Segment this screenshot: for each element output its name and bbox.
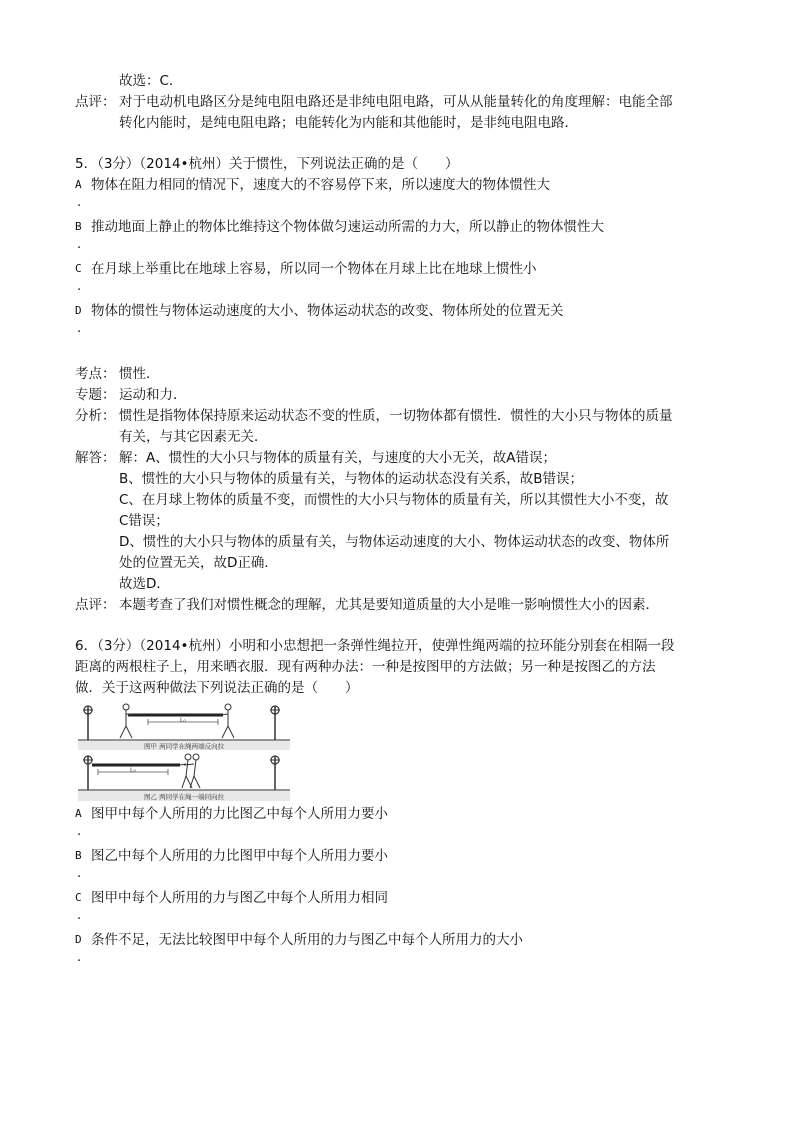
q4-comment-line2: 转化内能时，是纯电阻电路；电能转化为内能和其他能时，是非纯电阻电路． — [119, 115, 578, 131]
q5-option-a-text: 物体在阻力相同的情况下，速度大的不容易停下来，所以速度大的物体惯性大 — [91, 177, 550, 193]
q5-jieda-line4: C错误； — [119, 513, 169, 529]
q5-option-b-letter: B — [75, 220, 82, 233]
q5-option-a-letter: A — [75, 178, 82, 191]
fig2-caption: 图乙 两同学在绳一端同向拉 — [144, 793, 225, 801]
q5-dianping: 本题考查了我们对惯性概念的理解，尤其是要知道质量的大小是唯一影响惯性大小的因素． — [119, 597, 659, 613]
q5-jieda-label: 解答： — [75, 450, 116, 466]
q5-fenxi-label: 分析： — [75, 408, 116, 424]
q4-choice: 故选：C． — [119, 73, 183, 89]
q6-option-d-dot: . — [77, 950, 82, 965]
q6-option-d-letter: D — [75, 933, 82, 946]
q6-stem-line1: 6．（3分）（2014•杭州）小明和小忠想把一条弹性绳拉开，使弹性绳两端的拉环能分别套在相隔一段 — [75, 638, 675, 654]
q5-zhuanti-label: 专题： — [75, 387, 116, 403]
q6-figure-drawing — [78, 700, 290, 802]
q5-option-c-text: 在月球上举重比在地球上容易，所以同一个物体在月球上比在地球上惯性小 — [91, 261, 537, 277]
q5-fenxi-line2: 有关，与其它因素无关． — [119, 429, 268, 445]
q5-option-c-letter: C — [75, 262, 82, 275]
q5-kaodian: 惯性． — [119, 366, 160, 382]
q6-option-b-text: 图乙中每个人所用的力比图甲中每个人所用力要小 — [91, 848, 388, 864]
q5-stem: 5．（3分）（2014•杭州）关于惯性，下列说法正确的是（ ） — [75, 156, 459, 172]
q5-jieda-line3: C、在月球上物体的质量不变，而惯性的大小只与物体的质量有关，所以其惯性大小不变，故 — [119, 492, 669, 508]
fig2-diagram — [78, 754, 290, 790]
q6-stem-line3: 做．关于这两种做法下列说法正确的是（ ） — [75, 680, 359, 696]
q5-kaodian-label: 考点： — [75, 366, 116, 382]
q4-comment-label: 点评： — [75, 94, 116, 110]
q6-figure — [78, 700, 290, 802]
fig1-length-label: L₀ — [180, 717, 186, 724]
q5-jieda-line2: B、惯性的大小只与物体的质量有关，与物体的运动状态没有关系，故B错误； — [119, 471, 584, 487]
q5-jieda-line5: D、惯性的大小只与物体的质量有关，与物体运动速度的大小、物体运动状态的改变、物体所 — [119, 534, 670, 550]
q5-jieda-line1: 解：A、惯性的大小只与物体的质量有关，与速度的大小无关，故A错误； — [119, 450, 556, 466]
fig2-length-label: L₀ — [130, 767, 136, 774]
q6-option-b-dot: . — [77, 866, 82, 881]
q6-option-a-letter: A — [75, 807, 82, 820]
q5-option-d-dot: . — [77, 321, 82, 336]
q6-option-a-dot: . — [77, 824, 82, 839]
q6-option-d-text: 条件不足，无法比较图甲中每个人所用的力与图乙中每个人所用力的大小 — [91, 932, 523, 948]
q5-option-b-text: 推动地面上静止的物体比维持这个物体做匀速运动所需的力大，所以静止的物体惯性大 — [91, 219, 604, 235]
q5-jieda-line6: 处的位置无关，故D正确． — [119, 555, 278, 571]
q5-fenxi-line1: 惯性是指物体保持原来运动状态不变的性质，一切物体都有惯性．惯性的大小只与物体的质量 — [119, 408, 673, 424]
q6-option-c-text: 图甲中每个人所用的力与图乙中每个人所用力相同 — [91, 890, 388, 906]
q5-option-d-text: 物体的惯性与物体运动速度的大小、物体运动状态的改变、物体所处的位置无关 — [91, 303, 564, 319]
q5-option-a-dot: . — [77, 195, 82, 210]
q4-comment-line1: 对于电动机电路区分是纯电阻电路还是非纯电阻电路，可从从能量转化的角度理解：电能全部 — [119, 94, 673, 110]
q5-jieda-line7: 故选D． — [119, 576, 170, 592]
q6-option-b-letter: B — [75, 849, 82, 862]
q5-zhuanti: 运动和力． — [119, 387, 187, 403]
q5-dianping-label: 点评： — [75, 597, 116, 613]
q6-stem-line2: 距离的两根柱子上，用来晒衣服．现有两种办法：一种是按图甲的方法做；另一种是按图乙的方法 — [75, 659, 656, 675]
q5-option-c-dot: . — [77, 279, 82, 294]
q5-option-d-letter: D — [75, 304, 82, 317]
fig1-caption: 图甲 两同学在绳两端反向拉 — [144, 742, 225, 751]
q6-option-c-dot: . — [77, 908, 82, 923]
q6-option-c-letter: C — [75, 891, 82, 904]
q6-option-a-text: 图甲中每个人所用的力比图乙中每个人所用力要小 — [91, 806, 388, 822]
q5-option-b-dot: . — [77, 237, 82, 252]
